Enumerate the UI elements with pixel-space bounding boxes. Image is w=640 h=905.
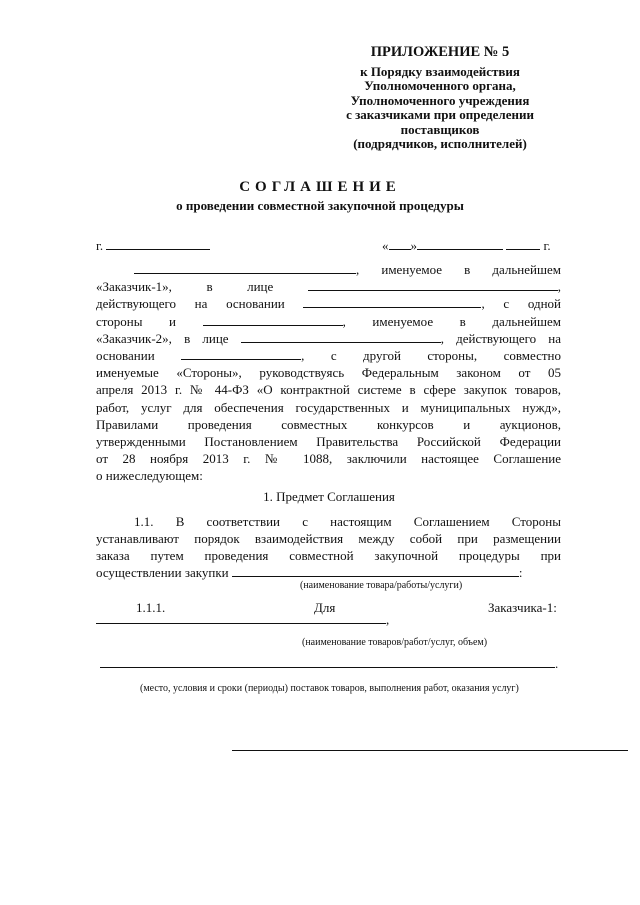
clause-line: 1.1. В соответствии с настоящим Соглашением Стороны — [134, 514, 561, 529]
appendix-line: Уполномоченного органа, — [364, 78, 516, 94]
preamble-line-7: именуемые «Стороны», руководствуясь Федеральным законом от 05 — [96, 365, 561, 381]
appendix-line: с заказчиками при определении — [346, 107, 534, 123]
preamble-line-9: работ, услуг для обеспечения государственных и муниципальных нужд», — [96, 399, 561, 415]
preamble-line-11: утвержденными Постановлением Правительства Российской Федерации — [96, 434, 561, 450]
date-field — [382, 237, 551, 254]
preamble-text: , с другой стороны, совместно — [301, 348, 561, 364]
date-suffix: г. — [543, 238, 551, 253]
preamble-line-13: о нижеследующем: — [96, 468, 203, 484]
date-open-quote: « — [382, 238, 389, 253]
preamble-text: действующего на основании — [96, 296, 285, 312]
appendix-number: ПРИЛОЖЕНИЕ № 5 — [370, 44, 510, 60]
document-title: СОГЛАШЕНИЕ — [239, 179, 401, 195]
customer1-label: «Заказчик-1», — [96, 279, 172, 295]
preamble-line-2: «Заказчик-1», в лице , — [96, 279, 561, 295]
preamble-text: , именуемое в дальнейшем — [356, 262, 561, 277]
clause-line: устанавливают порядок взаимодействия между собой при размещении — [96, 531, 561, 546]
appendix-line: (подрядчиков, исполнителей) — [353, 136, 527, 152]
customer2-label: «Заказчик-2», в лице — [96, 330, 229, 346]
preamble-text: , действующего на — [440, 330, 561, 346]
preamble-line-6 — [96, 347, 561, 364]
appendix-header — [300, 44, 580, 151]
preamble-text: , с одной — [481, 296, 561, 312]
preamble-line-10: Правилами проведения совместных конкурсов и аукционов, — [96, 416, 561, 432]
preamble-text: стороны и — [96, 313, 177, 329]
clause-line-last — [96, 564, 561, 581]
place-prefix: г. — [96, 238, 104, 253]
blank-line-place: . — [100, 655, 558, 672]
clause-line: заказа путем проведения совместной закупочной процедуры при — [96, 548, 561, 563]
preamble-line-3 — [96, 295, 561, 312]
section-heading: 1. Предмет Соглашения — [263, 489, 395, 504]
footer-rule — [232, 750, 628, 751]
preamble — [96, 261, 561, 485]
preamble-text: основании — [96, 348, 155, 364]
clause-text: : — [518, 565, 523, 580]
caption-goods: (наименование товара/работы/услуги) — [300, 580, 463, 591]
clause-text: осуществлении закупки — [96, 565, 229, 580]
preamble-line-1 — [96, 261, 561, 278]
preamble-line-8: апреля 2013 г. № 44-ФЗ «О контрактной системе в сфере закупок товаров, — [96, 382, 561, 398]
preamble-line-4 — [96, 313, 561, 330]
clause-1-1-1-customer: Заказчика-1: — [488, 600, 557, 615]
preamble-text: лице — [247, 279, 274, 295]
preamble-text: в — [206, 279, 213, 295]
appendix-line: Уполномоченного учреждения — [350, 92, 530, 108]
caption-place-terms: (место, условия и сроки (периоды) поставок товаров, выполнения работ, оказания услуг) — [140, 683, 519, 694]
date-close-quote: » — [410, 238, 417, 253]
appendix-line: к Порядку взаимодействия — [360, 64, 520, 79]
clause-1-1-1-number: 1.1.1. — [136, 600, 166, 615]
preamble-line-12: от 28 ноября 2013 г. № 1088, заключили настоящее Соглашение — [96, 451, 561, 467]
caption-goods-volume: (наименование товаров/работ/услуг, объем) — [302, 637, 488, 648]
blank-line-goods: , — [96, 611, 389, 628]
place-field — [96, 237, 210, 254]
clause-1-1 — [96, 513, 561, 581]
document-subtitle: о проведении совместной закупочной процедуры — [176, 198, 464, 213]
preamble-text: , именуемое в дальнейшем — [342, 313, 561, 329]
preamble-line-5 — [96, 330, 561, 347]
appendix-line: поставщиков — [400, 121, 480, 137]
clause-1-1-1-for: Для — [314, 600, 336, 615]
